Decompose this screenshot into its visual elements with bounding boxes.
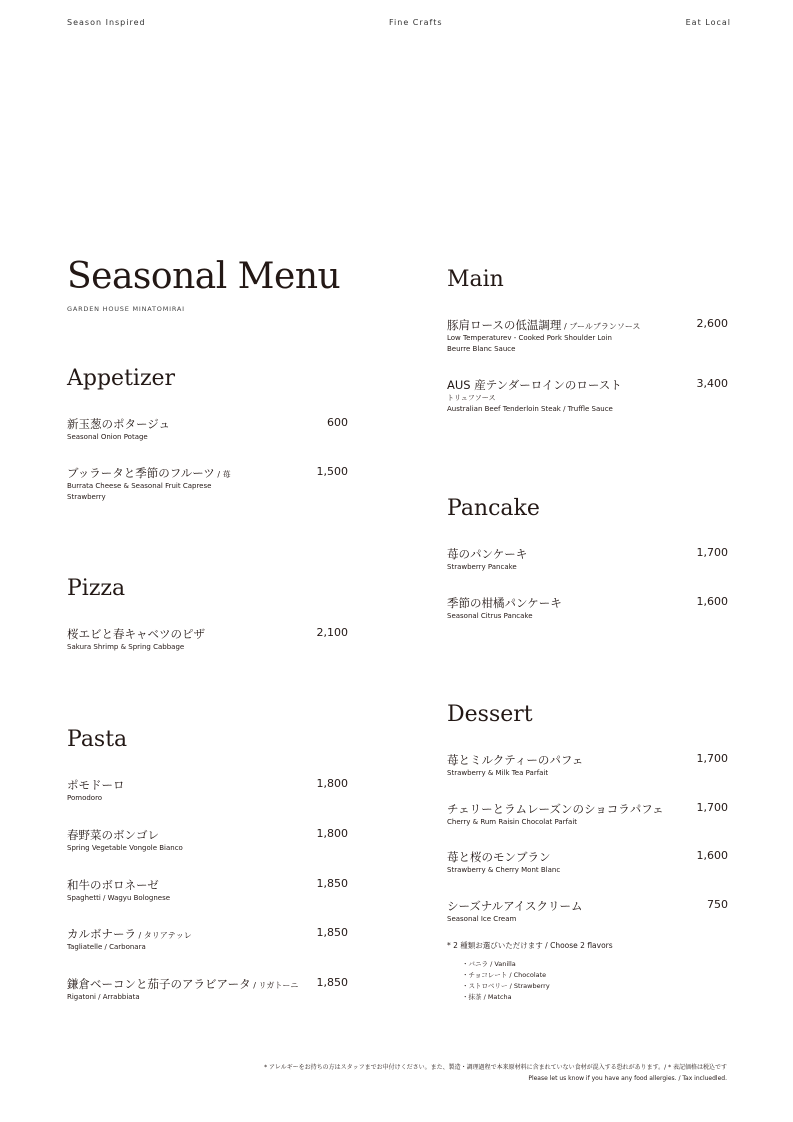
item-name-en: Cherry & Rum Raisin Chocolat Parfait (447, 818, 578, 826)
footer-notice (264, 1062, 727, 1084)
item-name-en: Australian Beef Tenderloin Steak / Truffle Sauce (447, 405, 613, 413)
section-title-pasta: Pasta (67, 727, 128, 752)
item-price: 1,850 (316, 877, 348, 890)
item-name-jp: ブッラータと季節のフルーツ (67, 466, 215, 480)
item-name-jp: 苺と桜のモンブラン (447, 850, 551, 864)
item-price: 1,850 (316, 976, 348, 989)
item-name-sub: / リガトーニ (250, 981, 299, 990)
item-name-jp: 豚肩ロースの低温調理 (447, 318, 562, 332)
item-price: 1,800 (316, 827, 348, 840)
header-tagline-center: Fine Crafts (389, 18, 443, 27)
item-name-jp: 季節の柑橘パンケーキ (447, 596, 562, 610)
section-title-appetizer: Appetizer (67, 366, 176, 391)
flavor-list (462, 959, 550, 1003)
menu-subtitle: GARDEN HOUSE MINATOMIRAI (67, 305, 185, 313)
item-name-jp: 鎌倉ベーコンと茄子のアラビアータ (67, 977, 251, 991)
item-price: 1,600 (696, 595, 728, 608)
item-name-en: Strawberry & Cherry Mont Blanc (447, 866, 561, 874)
footer-notice-jp: * アレルギーをお持ちの方はスタッフまでお申付けください。また、製造・調理過程で本来原材料に含まれていない食材が混入する恐れがあります。/ * 表記価格は税込です (264, 1064, 727, 1071)
item-name-en: Seasonal Citrus Pancake (447, 612, 533, 620)
item-name-en: Seasonal Onion Potage (67, 433, 148, 441)
item-price: 1,500 (316, 465, 348, 478)
item-name-jp: 新玉葱のポタージュ (67, 417, 171, 431)
item-name-jp: 桜エビと春キャベツのピザ (67, 627, 205, 641)
flavor-item: ・ストロベリー / Strawberry (462, 982, 550, 990)
item-name-en: Strawberry & Milk Tea Parfait (447, 769, 549, 777)
item-price: 750 (707, 898, 728, 911)
item-name-en-2: Strawberry (67, 493, 106, 501)
header-tagline-left: Season Inspired (67, 18, 146, 27)
item-name-en: Seasonal Ice Cream (447, 915, 517, 923)
item-name-jp: 春野菜のボンゴレ (67, 828, 159, 842)
item-name-jp: 苺のパンケーキ (447, 547, 528, 561)
item-price: 3,400 (696, 377, 728, 390)
item-name-en: Spring Vegetable Vongole Bianco (67, 844, 183, 852)
item-name-en: Pomodoro (67, 794, 103, 802)
item-name-en: Spaghetti / Wagyu Bolognese (67, 894, 171, 902)
flavor-note: * 2 種類お選びいただけます / Choose 2 flavors (447, 941, 613, 950)
item-name-en: Burrata Cheese & Seasonal Fruit Caprese (67, 482, 212, 490)
flavor-item: ・抹茶 / Matcha (462, 993, 512, 1001)
item-name-jp: ポモドーロ (67, 778, 125, 792)
item-name-en: Rigatoni / Arrabbiata (67, 993, 140, 1001)
item-name-sub: / ブールブランソース (561, 322, 641, 331)
item-price: 1,600 (696, 849, 728, 862)
section-title-pizza: Pizza (67, 576, 126, 601)
item-name-en: Low Temperaturev - Cooked Pork Shoulder Loin (447, 334, 612, 342)
item-name-jp: 苺とミルクティーのパフェ (447, 753, 584, 767)
item-price: 2,600 (696, 317, 728, 330)
item-name-jp: カルボナーラ (67, 927, 136, 941)
item-name-sub: / タリアテッレ (136, 931, 192, 940)
section-title-pancake: Pancake (447, 496, 540, 521)
section-title-main: Main (447, 267, 504, 292)
header-tagline-right: Eat Local (685, 18, 731, 27)
item-name-jp: シーズナルアイスクリーム (447, 899, 583, 913)
menu-title: Seasonal Menu (67, 256, 341, 297)
item-name-en: Sakura Shrimp & Spring Cabbage (67, 643, 185, 651)
section-title-dessert: Dessert (447, 702, 533, 727)
item-price: 1,850 (316, 926, 348, 939)
item-name-en-2: Beurre Blanc Sauce (447, 345, 516, 353)
item-price: 600 (327, 416, 348, 429)
item-price: 1,800 (316, 777, 348, 790)
item-name-sub-jp: トリュフソース (447, 394, 496, 402)
item-name-sub: / 苺 (214, 470, 231, 479)
item-name-en: Strawberry Pancake (447, 563, 517, 571)
item-name-en: Tagliatelle / Carbonara (67, 943, 146, 951)
item-price: 1,700 (696, 801, 728, 814)
item-name-jp: 和牛のボロネーゼ (67, 878, 159, 892)
item-price: 1,700 (696, 752, 728, 765)
item-price: 2,100 (316, 626, 348, 639)
flavor-item: ・バニラ / Vanilla (462, 960, 516, 968)
footer-notice-en: Please let us know if you have any food allergies. / Tax incluedled. (528, 1075, 727, 1082)
item-price: 1,700 (696, 546, 728, 559)
item-name-jp: AUS 産テンダーロインのロースト (447, 378, 622, 392)
flavor-item: ・チョコレート / Chocolate (462, 971, 547, 979)
item-name-jp: チェリーとラムレーズンのショコラパフェ (447, 802, 664, 816)
